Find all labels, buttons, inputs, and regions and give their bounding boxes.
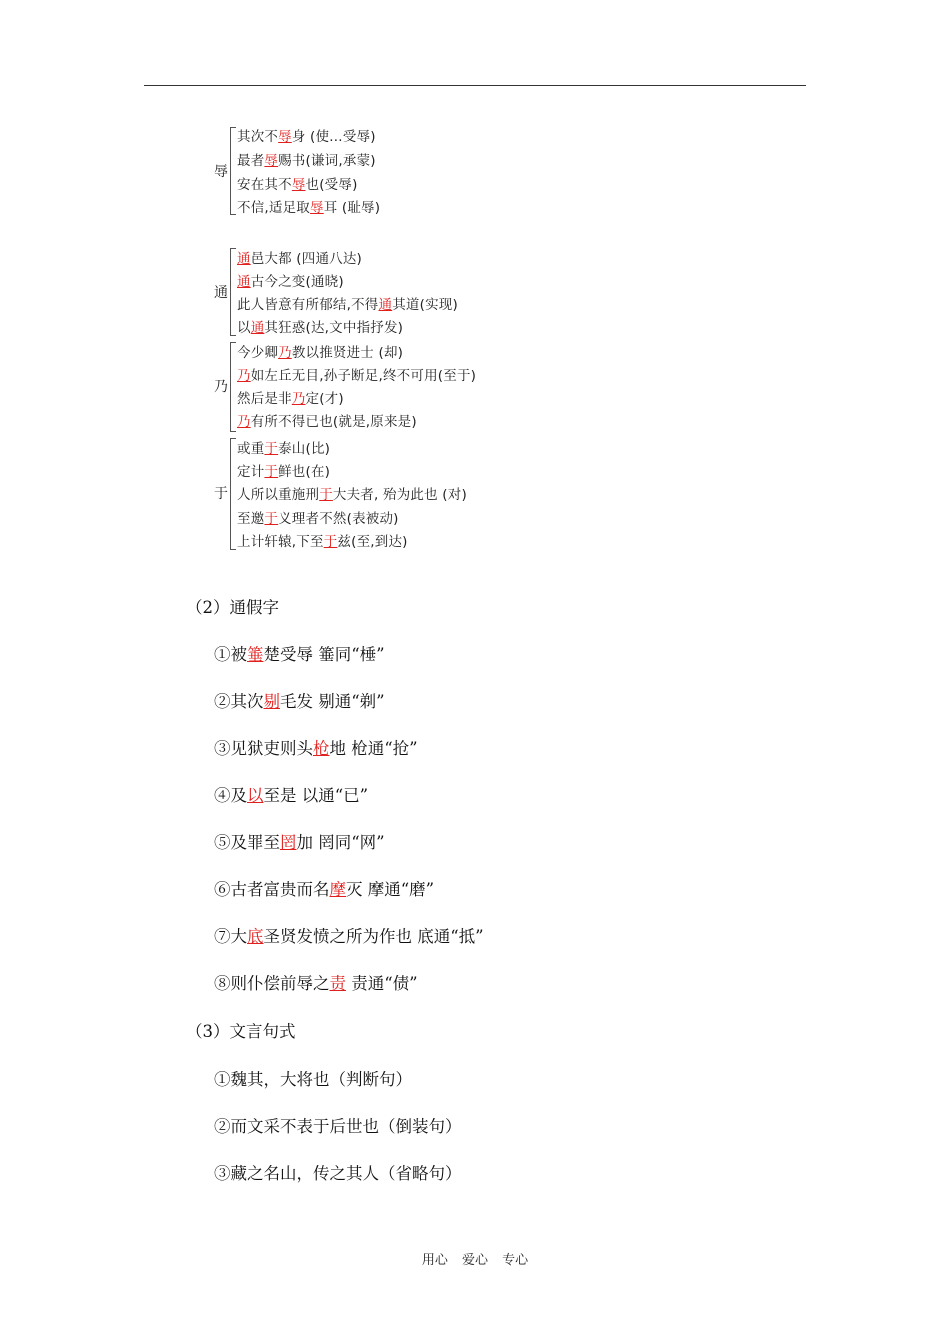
brace <box>230 438 236 550</box>
header-rule <box>144 85 806 86</box>
glossary-line: 通古今之变(通晓) <box>237 274 344 290</box>
glossary-line: 其次不辱身 (使…受辱) <box>237 129 376 145</box>
glossary-line: 不信,适足取辱耳 (耻辱) <box>237 200 381 216</box>
glossary-line: 安在其不辱也(受辱) <box>237 177 358 193</box>
glossary-line: 然后是非乃定(才) <box>237 391 344 407</box>
list-item: ①魏其，大将也（判断句） <box>214 1070 412 1089</box>
section-title-tongjiazi: （2）通假字 <box>186 598 279 617</box>
glossary-line: 此人皆意有所郁结,不得通其道(实现) <box>237 297 458 313</box>
glossary-line: 上计轩辕,下至于兹(至,到达) <box>237 534 408 550</box>
list-item: ⑧则仆偿前辱之责 责通“债” <box>214 974 418 993</box>
glossary-line: 至邀于义理者不然(表被动) <box>237 511 399 527</box>
glossary-head: 通 <box>214 285 228 301</box>
glossary-head: 于 <box>214 486 228 502</box>
glossary-line: 以通其狂惑(达,文中指抒发) <box>237 320 404 336</box>
brace <box>230 248 236 336</box>
list-item: ⑥古者富贵而名摩灭 摩通“磨” <box>214 880 435 899</box>
glossary-line: 定计于鲜也(在) <box>237 464 331 480</box>
glossary-line: 人所以重施刑于大夫者, 殆为此也 (对) <box>237 487 467 503</box>
glossary-head: 乃 <box>214 379 228 395</box>
glossary-line: 最者辱赐书(谦词,承蒙) <box>237 153 376 169</box>
glossary-head: 辱 <box>214 164 228 180</box>
glossary-line: 乃如左丘无目,孙子断足,终不可用(至于) <box>237 368 477 384</box>
list-item: ②其次剔毛发 剔通“剃” <box>214 692 385 711</box>
section-title-juxing: （3）文言句式 <box>186 1022 296 1041</box>
list-item: ④及以至是 以通“已” <box>214 786 369 805</box>
brace <box>230 127 236 215</box>
list-item: ③藏之名山，传之其人（省略句） <box>214 1164 462 1183</box>
list-item: ③见狱吏则头枪地 枪通“抢” <box>214 739 418 758</box>
list-item: ⑦大底圣贤发愤之所为作也 底通“抵” <box>214 927 484 946</box>
list-item: ②而文采不表于后世也（倒装句） <box>214 1117 462 1136</box>
brace <box>230 342 236 432</box>
glossary-line: 今少卿乃教以推贤进士 (却) <box>237 345 404 361</box>
page-footer: 用心 爱心 专心 <box>421 1253 529 1268</box>
list-item: ⑤及罪至罔加 罔同“网” <box>214 833 385 852</box>
glossary-line: 通邑大都 (四通八达) <box>237 251 363 267</box>
glossary-line: 或重于泰山(比) <box>237 441 331 457</box>
glossary-line: 乃有所不得已也(就是,原来是) <box>237 414 417 430</box>
list-item: ①被箠楚受辱 箠同“棰” <box>214 645 385 664</box>
